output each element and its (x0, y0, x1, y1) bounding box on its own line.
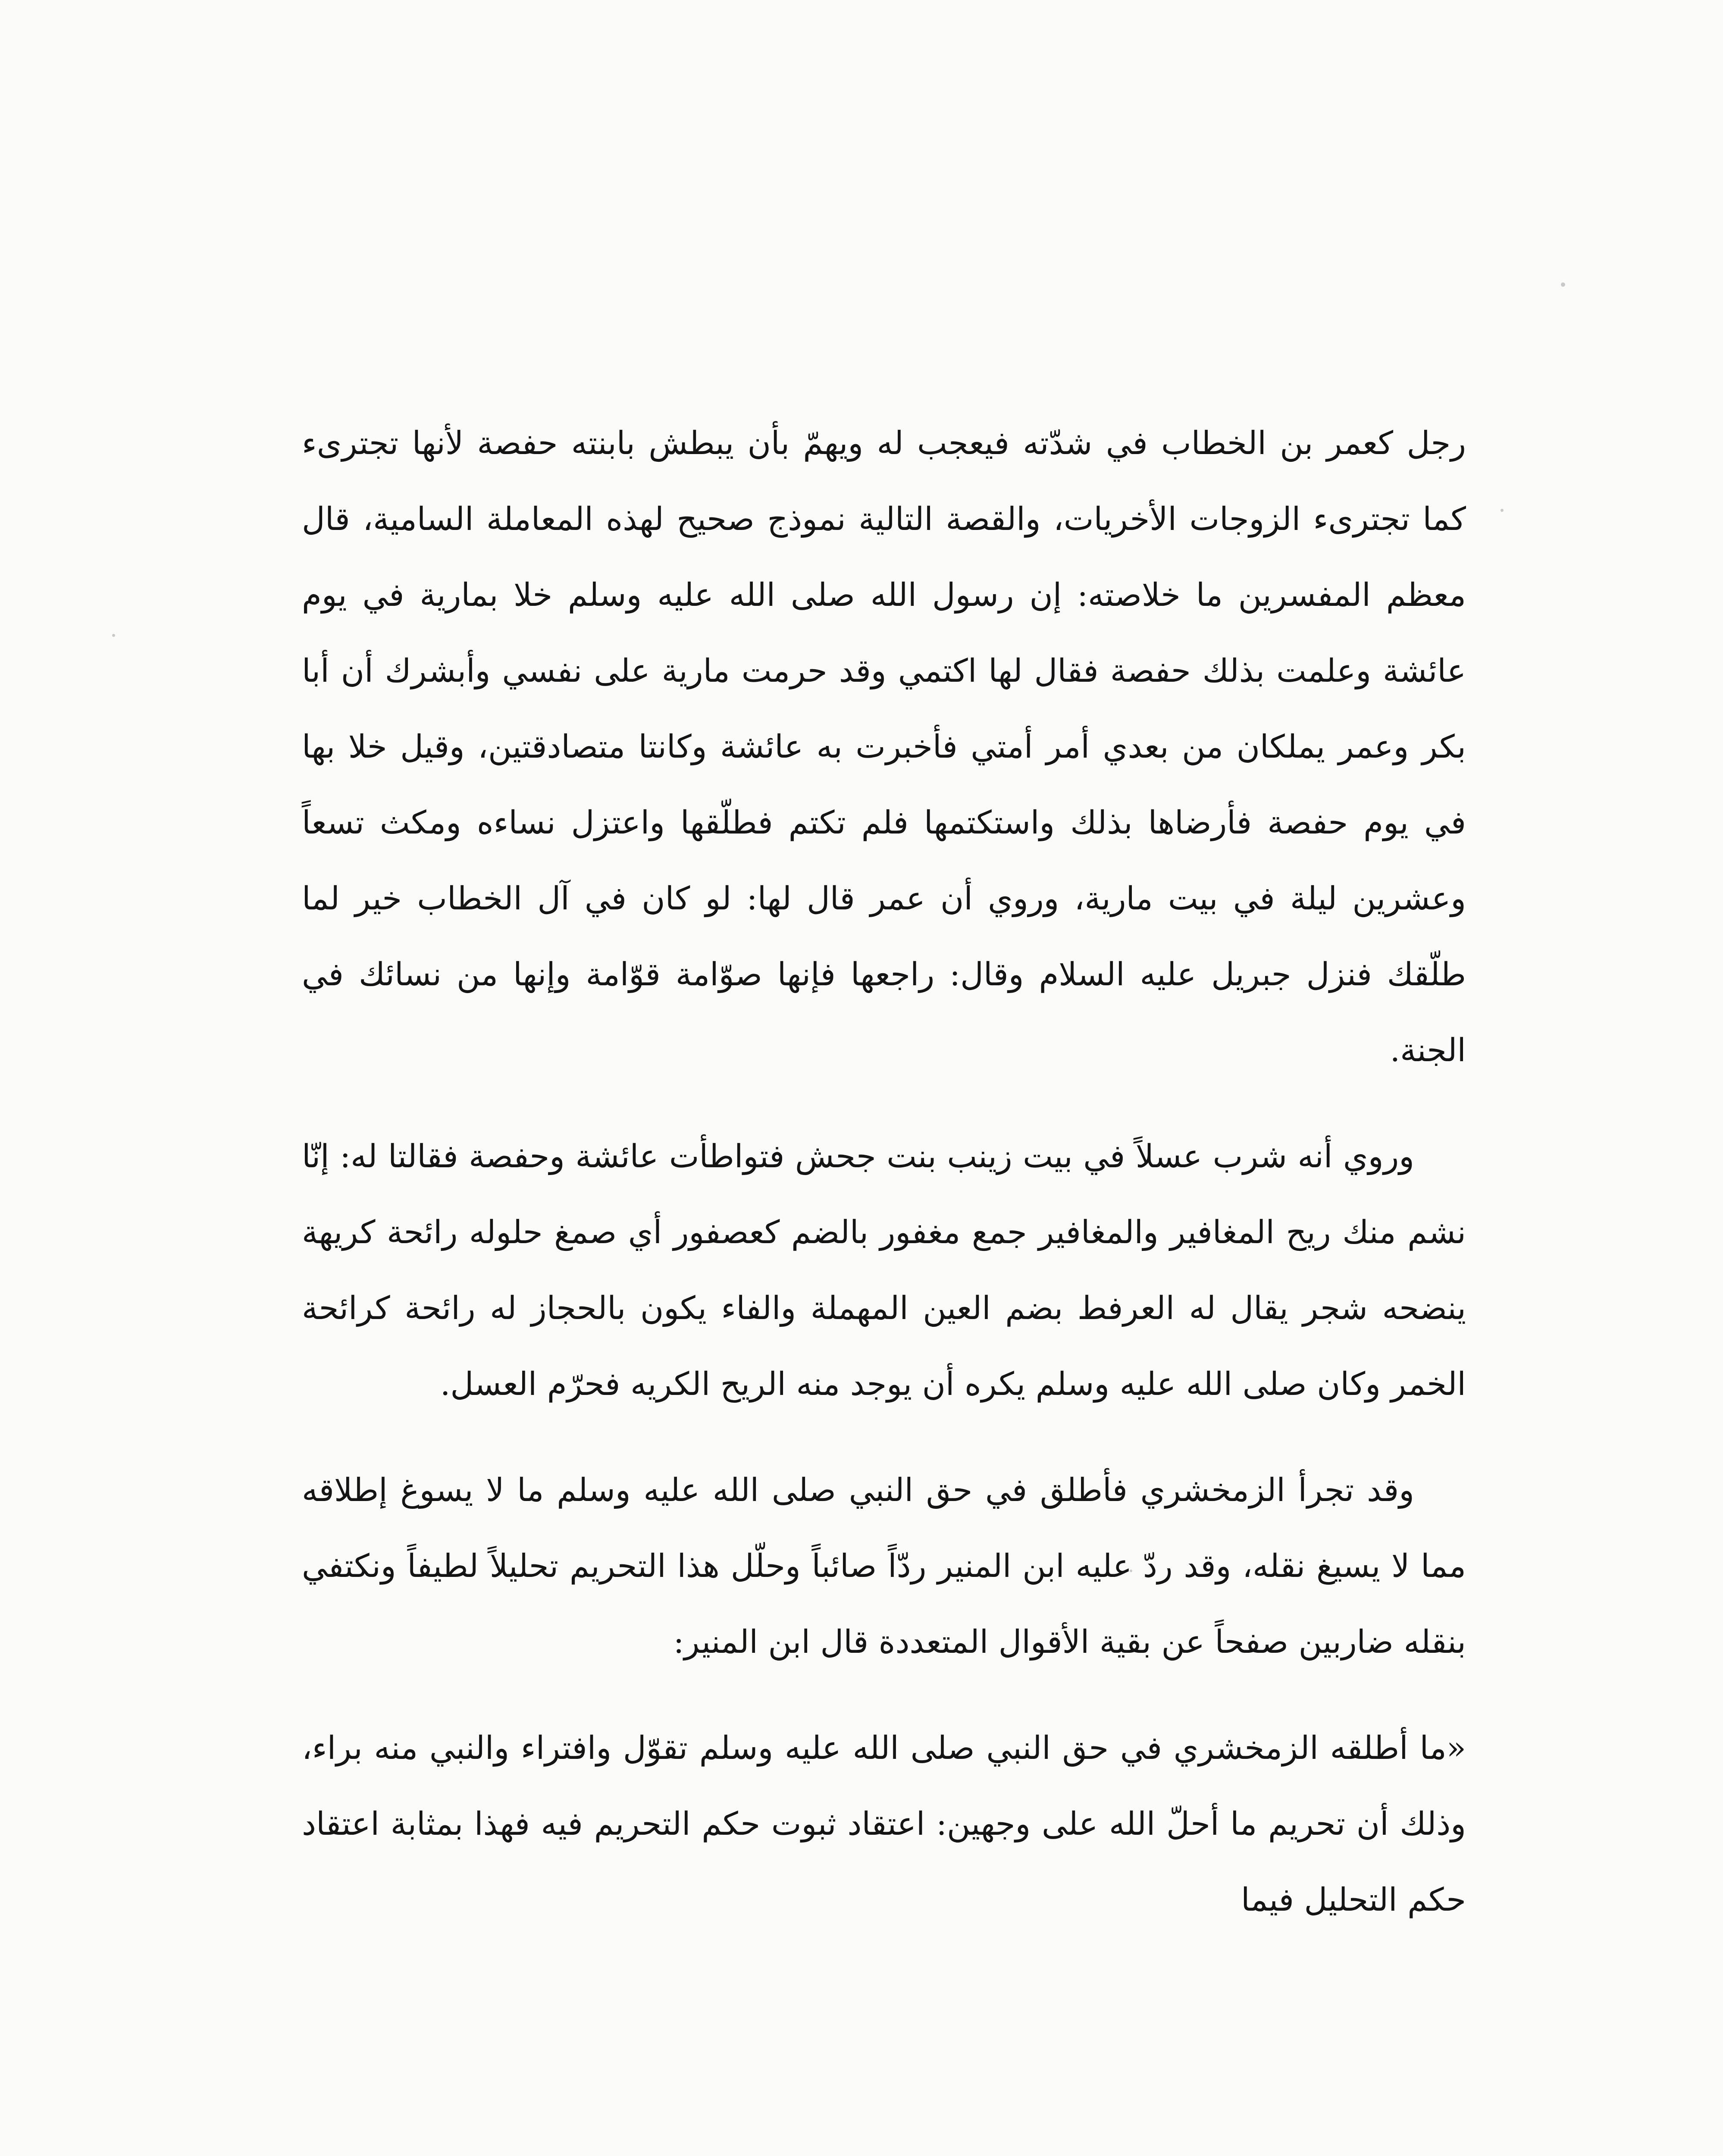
body-text (302, 405, 1466, 1968)
scan-speck (1561, 282, 1565, 287)
paragraph: وقد تجرأ الزمخشري فأطلق في حق النبي صلى الله عليه وسلم ما لا يسوغ إطلاقه مما لا يسيغ نقله، وقد ردّ عليه ابن المنير ردّاً صائباً وحلّل هذا التحريم تحليلاً لطيفاً ونكتفي بنقله ضاربين صفحاً عن بقية الأقوال المتعددة قال ابن المنير: (302, 1472, 1466, 1661)
paragraph: وروي أنه شرب عسلاً في بيت زينب بنت جحش فتواطأت عائشة وحفصة فقالتا له: إنّا نشم منك ريح المغافير والمغافير جمع مغفور بالضم كعصفور أي صمغ حلوله رائحة كريهة ينضحه شجر يقال له العرفط بضم العين المهملة والفاء يكون بالحجاز له رائحة كرائحة الخمر وكان صلى الله عليه وسلم يكره أن يوجد منه الريح الكريه فحرّم العسل. (302, 1138, 1466, 1403)
scan-speck (1501, 509, 1504, 512)
quotation-paragraph: «ما أطلقه الزمخشري في حق النبي صلى الله عليه وسلم تقوّل وافتراء والنبي منه براء، وذلك أن تحريم ما أحلّ الله على وجهين: اعتقاد ثبوت حكم التحريم فيه فهذا بمثابة اعتقاد حكم التحليل فيما (302, 1730, 1466, 1918)
paragraph: رجل كعمر بن الخطاب في شدّته فيعجب له ويهمّ بأن يبطش بابنته حفصة لأنها تجترىء كما تجترىء الزوجات الأخريات، والقصة التالية نموذج صحيح لهذه المعاملة السامية، قال معظم المفسرين ما خلاصته: إن رسول الله صلى الله عليه وسلم خلا بمارية في يوم عائشة وعلمت بذلك حفصة فقال لها اكتمي وقد حرمت مارية على نفسي وأبشرك أن أبا بكر وعمر يملكان من بعدي أمر أمتي فأخبرت به عائشة وكانتا متصادقتين، وقيل خلا بها في يوم حفصة فأرضاها بذلك واستكتمها فلم تكتم فطلّقها واعتزل نساءه ومكث تسعاً وعشرين ليلة في بيت مارية، وروي أن عمر قال لها: لو كان في آل الخطاب خير لما طلّقك فنزل جبريل عليه السلام وقال: راجعها فإنها صوّامة قوّامة وإنها من نسائك في الجنة. (302, 425, 1466, 1069)
scan-speck (112, 634, 115, 637)
